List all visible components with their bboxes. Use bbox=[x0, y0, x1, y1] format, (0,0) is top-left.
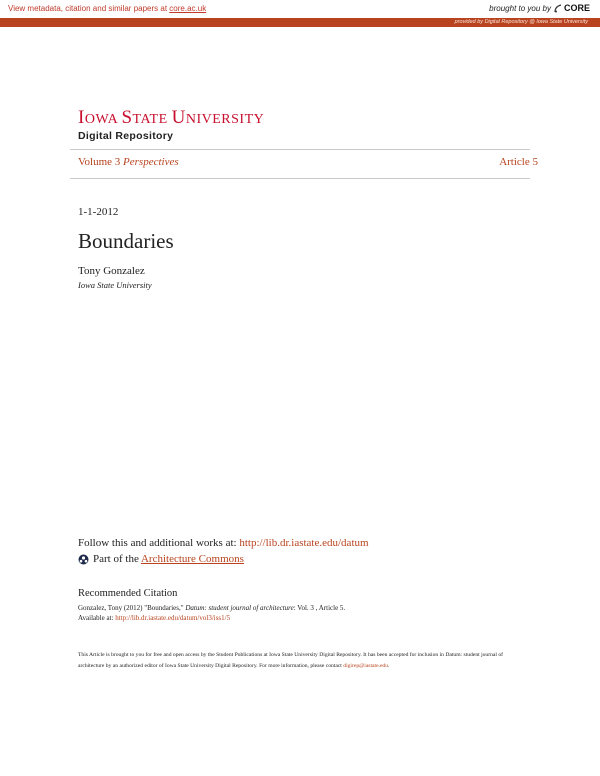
article-link[interactable]: Article 5 bbox=[499, 156, 538, 168]
part-of-text: Part of the bbox=[93, 553, 141, 565]
provided-by-bar bbox=[0, 18, 600, 27]
core-metadata-text: View metadata, citation and similar papers at bbox=[8, 4, 168, 13]
author-affiliation: Iowa State University bbox=[78, 280, 152, 290]
core-logo-text: CORE bbox=[563, 3, 590, 13]
core-bar bbox=[0, 0, 600, 18]
volume-row bbox=[78, 156, 538, 168]
provided-by-text: provided by Digital Repository @ Iowa State University bbox=[454, 19, 588, 25]
isu-wordmark: IOWA STATE UNIVERSITY bbox=[78, 107, 265, 128]
architecture-commons-link[interactable]: Architecture Commons bbox=[140, 553, 244, 565]
journal-name: Datum: student journal of architecture bbox=[185, 604, 294, 612]
access-notice: This Article is brought to you for free and open access by the Student Publications at Iowa State University Digital Repository. It has been accepted for inclusion in Datum: student journal of architecture by an authorized editor of Iowa State University Digital Repository. For more information, please contact digirep@iastate.edu. bbox=[78, 652, 503, 669]
divider-top bbox=[70, 149, 530, 150]
author-name: Tony Gonzalez bbox=[78, 265, 145, 277]
datum-link[interactable]: http://lib.dr.iastate.edu/datum bbox=[239, 537, 369, 549]
article-title: Boundaries bbox=[78, 229, 174, 253]
recommended-citation: Gonzalez, Tony (2012) "Boundaries," Datum: student journal of architecture: Vol. 3 , Article 5. Available at: http://lib.dr.iastate.edu/datum/vol3/iss1/5 bbox=[78, 604, 346, 622]
core-link[interactable]: core.ac.uk bbox=[169, 4, 207, 13]
network-icon bbox=[78, 554, 89, 565]
part-of-line bbox=[78, 553, 244, 565]
publication-date: 1-1-2012 bbox=[78, 206, 119, 218]
brought-to-you-text: brought to you by bbox=[489, 3, 551, 13]
core-metadata-notice bbox=[8, 4, 206, 13]
digital-repository-label: Digital Repository bbox=[78, 130, 174, 142]
isu-digital-repository-logo[interactable] bbox=[78, 108, 264, 142]
notice-text: This Article is brought to you for free and open access by the Student Publications at Iowa State University Digital Repository. It has been accepted for inclusion in Datum: student journal of architecture by an authorized editor of Iowa State University Digital Repository. For more information, please contact bbox=[78, 652, 503, 669]
contact-email-link[interactable]: digirep@iastate.edu bbox=[343, 662, 389, 669]
volume-link[interactable]: Volume 3 Perspectives bbox=[78, 156, 179, 168]
article-url-link[interactable]: http://lib.dr.iastate.edu/datum/vol3/iss1/5 bbox=[115, 614, 231, 622]
recommended-citation-heading: Recommended Citation bbox=[78, 588, 178, 599]
divider-bottom bbox=[70, 178, 530, 179]
follow-line bbox=[78, 537, 369, 549]
core-brand[interactable] bbox=[489, 3, 590, 13]
core-logo[interactable] bbox=[554, 3, 590, 13]
follow-text: Follow this and additional works at: bbox=[78, 537, 240, 549]
core-swirl-icon bbox=[554, 4, 562, 13]
